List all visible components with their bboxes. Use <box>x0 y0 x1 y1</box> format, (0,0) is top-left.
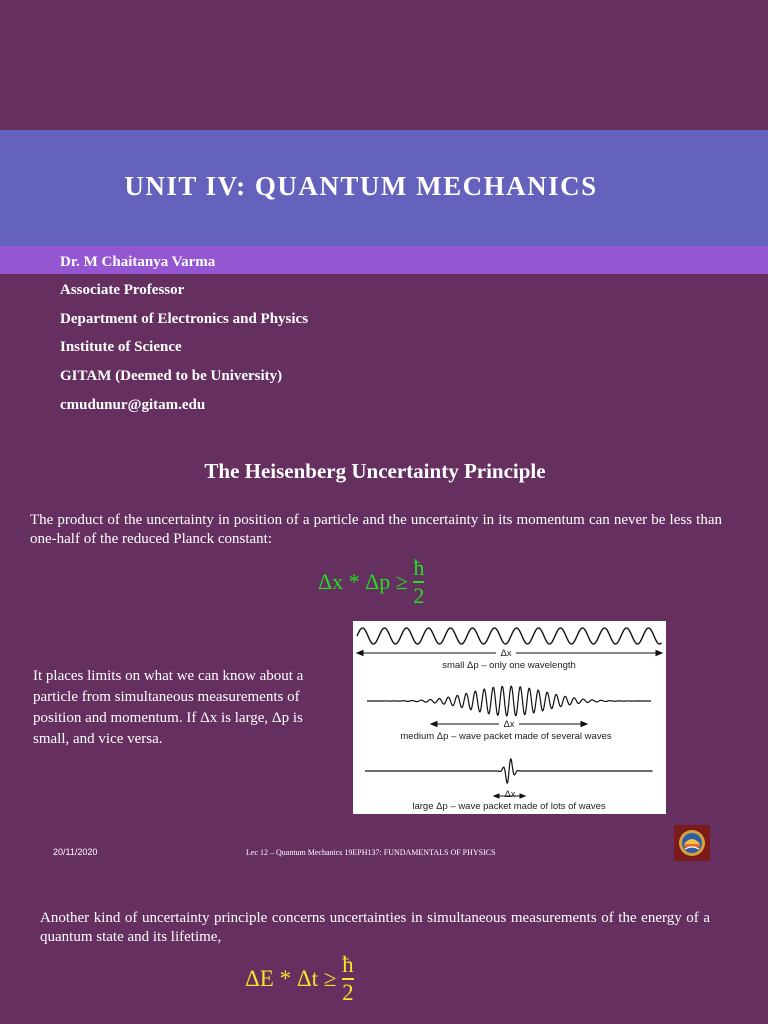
limits-paragraph: It places limits on what we can know about a particle from simultaneous measurements of position and momentum. If Δx is large, Δp is small, and vice versa. <box>33 668 304 747</box>
formula1-numerator: ħ <box>413 555 425 580</box>
author-position: Associate Professor <box>60 282 185 298</box>
formula2-denominator: 2 <box>342 979 354 1005</box>
delta-x-label-2: Δx <box>503 719 515 730</box>
formula1-fraction <box>413 555 424 609</box>
caption-small-dp: small Δp – only one wavelength <box>442 660 576 671</box>
caption-large-dp: large Δp – wave packet made of lots of waves <box>412 801 606 812</box>
author-name: Dr. M Chaitanya Varma <box>60 254 216 270</box>
gitam-logo-graphic <box>674 825 710 861</box>
formula2-lhs: ΔE * Δt ≥ <box>245 965 337 991</box>
slide-title: UNIT IV: QUANTUM MECHANICS <box>124 171 598 201</box>
footer-date: 20/11/2020 <box>53 847 98 857</box>
author-department: Department of Electronics and Physics <box>60 311 309 327</box>
position-momentum-formula <box>318 555 424 609</box>
author-email: cmudunur@gitam.edu <box>60 397 206 413</box>
several-waves-packet <box>367 686 651 716</box>
formula1-lhs: Δx * Δp ≥ <box>318 568 408 594</box>
author-university: GITAM (Deemed to be University) <box>60 368 283 384</box>
many-waves-packet <box>365 759 653 783</box>
formula1-denominator: 2 <box>413 582 425 608</box>
principle-paragraph: The product of the uncertainty in position of a particle and the uncertainty in its momentum can never be less than one-half of the reduced Planck constant: <box>30 512 722 547</box>
wave-packet-diagram <box>353 621 666 814</box>
caption-medium-dp: medium Δp – wave packet made of several waves <box>400 731 612 742</box>
author-institute: Institute of Science <box>60 339 182 355</box>
delta-x-label-3: Δx <box>504 789 516 800</box>
delta-x-label-1: Δx <box>500 648 512 659</box>
section-heading: The Heisenberg Uncertainty Principle <box>204 459 546 483</box>
gitam-logo-icon <box>674 825 710 861</box>
single-wavelength-wave <box>357 628 662 644</box>
formula2-fraction <box>342 952 354 1006</box>
footer-course: Lec 12 – Quantum Mechanics 19EPH137: FUNDAMENTALS OF PHYSICS <box>246 848 496 857</box>
formula2-numerator: ħ <box>342 952 354 977</box>
energy-time-paragraph: Another kind of uncertainty principle concerns uncertainties in simultaneous measurements of the energy of a quantum state and its lifetime, <box>40 910 710 945</box>
energy-time-formula <box>245 952 354 1006</box>
wave-packet-figure <box>353 621 666 814</box>
